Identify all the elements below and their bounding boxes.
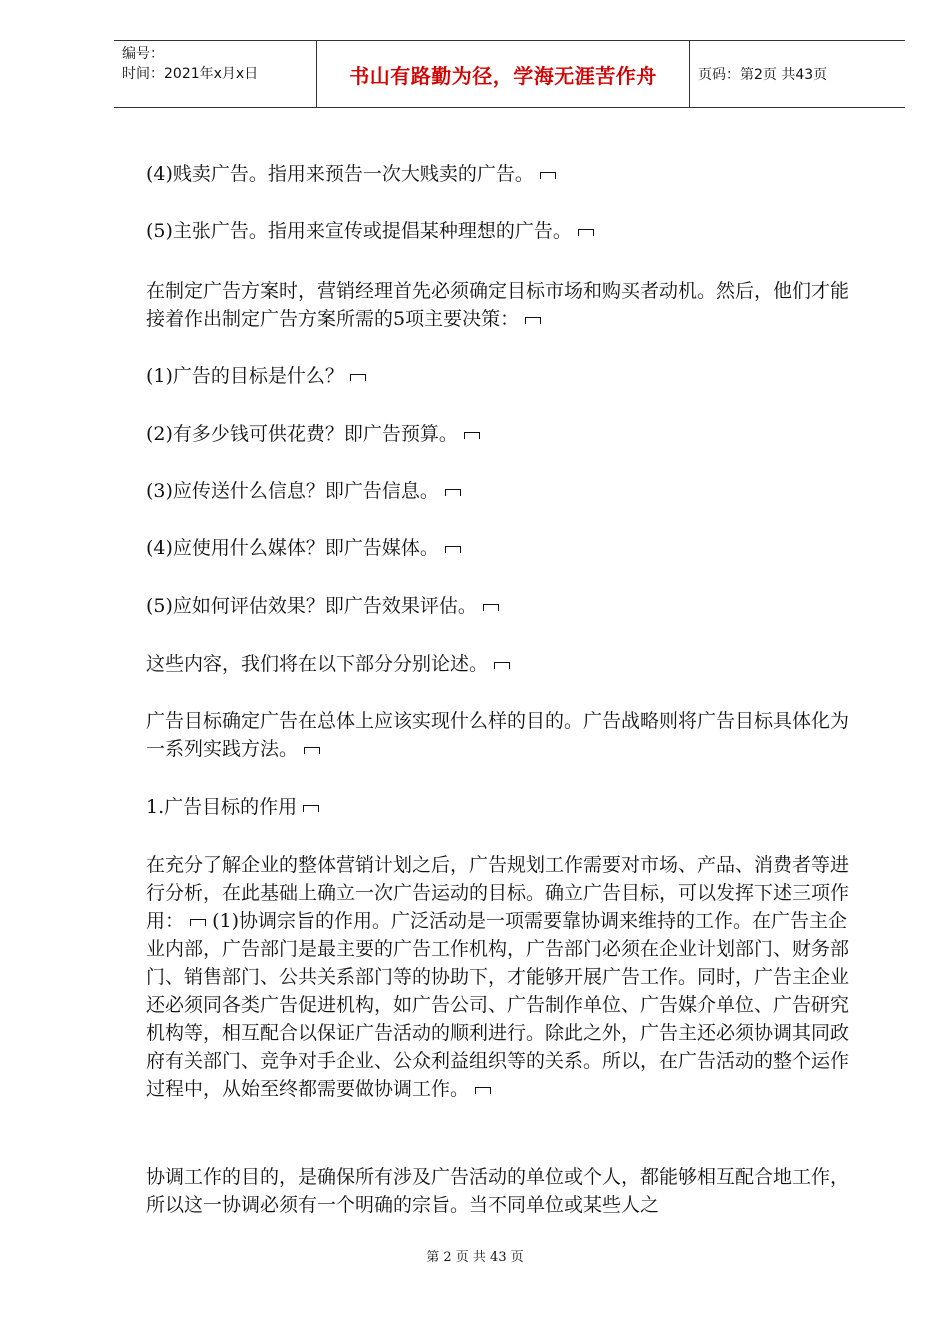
page-footer: 第 2 页 共 43 页 bbox=[426, 1250, 524, 1265]
paragraph-mark-icon bbox=[190, 919, 206, 926]
paragraph: 协调工作的目的，是确保所有涉及广告活动的单位或个人，都能够相互配合地工作，所以这一协调必须有一个明确的宗旨。当不同单位或某些人之 bbox=[146, 1166, 850, 1216]
paragraph-mark-icon bbox=[475, 1087, 491, 1094]
paragraph: (4)贱卖广告。指用来预告一次大贱卖的广告。 bbox=[146, 160, 556, 188]
time-label: 时间：2021年x月x日 bbox=[122, 66, 259, 82]
paragraph-mark-icon bbox=[540, 172, 556, 179]
paragraph-mark-icon bbox=[494, 662, 510, 669]
paragraph: 广告目标确定广告在总体上应该实现什么样的目的。广告战略则将广告目标具体化为一系列实践方法。 bbox=[146, 710, 850, 760]
paragraph-mark-icon bbox=[303, 805, 319, 812]
paragraph: (5)主张广告。指用来宣传或提倡某种理想的广告。 bbox=[146, 217, 594, 245]
paragraph: (3)应传送什么信息？即广告信息。 bbox=[146, 477, 461, 505]
paragraph-mark-icon bbox=[483, 604, 499, 611]
paragraph-mark-icon bbox=[525, 317, 541, 324]
paragraph-mark-icon bbox=[578, 229, 594, 236]
page-header bbox=[114, 40, 905, 108]
paragraph-mark-icon bbox=[350, 374, 366, 381]
header-meta bbox=[114, 41, 316, 107]
paragraph-mark-icon bbox=[445, 489, 461, 496]
section-heading: 1.广告目标的作用 bbox=[146, 793, 319, 821]
paragraph: 这些内容，我们将在以下部分分别论述。 bbox=[146, 650, 510, 678]
paragraph-mark-icon bbox=[445, 546, 461, 553]
paragraph: (1)广告的目标是什么？ bbox=[146, 362, 366, 390]
serial-label: 编号： bbox=[122, 46, 164, 62]
header-page-number: 页码：第2页 共43页 bbox=[698, 67, 828, 83]
paragraph: (4)应使用什么媒体？即广告媒体。 bbox=[146, 534, 461, 562]
header-motto: 书山有路勤为径，学海无涯苦作舟 bbox=[316, 41, 690, 107]
paragraph: 在制定广告方案时，营销经理首先必须确定目标市场和购买者动机。然后，他们才能接着作出制定广告方案所需的5项主要决策： bbox=[146, 280, 850, 330]
paragraph-mark-icon bbox=[304, 747, 320, 754]
paragraph-mark-icon bbox=[464, 432, 480, 439]
paragraph: 在充分了解企业的整体营销计划之后，广告规划工作需要对市场、产品、消费者等进行分析，在此基础上确立一次广告运动的目标。确立广告目标，可以发挥下述三项作用： (1)协调宗旨的作用。广泛活动是一项需要靠协调来维持的工作。在广告主企业内部，广告部门是最主要的广告工作机构，广告部门必须在企业计划部门、财务部门、销售部门、公共关系部门等的协助下，才能够开展广告工作。同时，广告主企业还必须同各类广告促进机构，如广告公司、广告制作单位、广告媒介单位、广告研究机构等，相互配合以保证广告活动的顺利进行。除此之外，广告主还必须协调其同政府有关部门、竞争对手企业、公众利益组织等的关系。所以，在广告活动的整个运作过程中，从始至终都需要做协调工作。 bbox=[146, 854, 850, 1100]
paragraph: (5)应如何评估效果？即广告效果评估。 bbox=[146, 592, 499, 620]
paragraph: (2)有多少钱可供花费？即广告预算。 bbox=[146, 420, 480, 448]
